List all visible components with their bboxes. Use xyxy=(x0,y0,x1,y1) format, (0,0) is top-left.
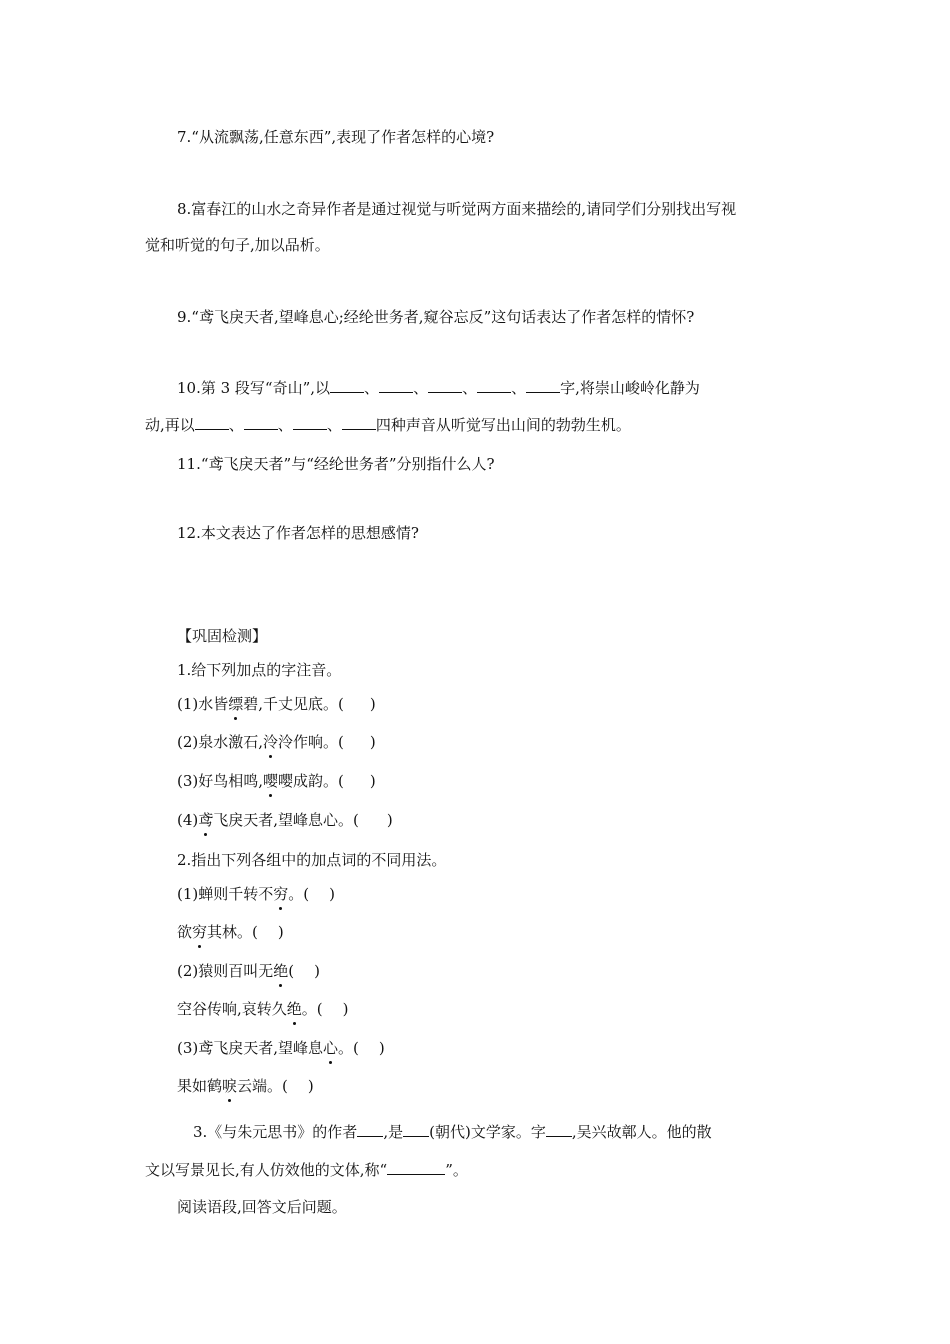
item-text: 泠作响。( xyxy=(278,733,344,751)
separator: 、 xyxy=(364,379,380,397)
item-text: 云端。( xyxy=(237,1077,288,1095)
blank[interactable] xyxy=(293,415,327,430)
item-text: 碧,千丈见底。( xyxy=(243,695,344,713)
item-text: 。( xyxy=(288,885,310,903)
close-paren: ) xyxy=(277,923,284,941)
separator: 、 xyxy=(462,379,478,397)
close-paren: ) xyxy=(307,1077,314,1095)
question-12: 12.本文表达了作者怎样的思想感情? xyxy=(177,524,419,542)
fill-text: 文以写景见长,有人仿效他的文体,称“ xyxy=(145,1161,388,1179)
blank[interactable] xyxy=(195,415,229,430)
q10-text-start: 10.第 3 段写“奇山”,以 xyxy=(177,379,331,397)
dotted-char: 泠 xyxy=(263,733,279,751)
pinyin-item-4 xyxy=(177,810,393,830)
question-10-line-2 xyxy=(145,415,631,435)
item-text: (1)蝉则千转不 xyxy=(177,885,274,903)
close-paren: ) xyxy=(329,885,335,903)
dotted-char: 穷 xyxy=(192,923,208,941)
separator: 、 xyxy=(413,379,429,397)
close-paren: ) xyxy=(386,811,393,829)
dotted-char: 嘤 xyxy=(263,772,279,790)
close-paren: ) xyxy=(314,962,320,980)
dotted-char: 穷 xyxy=(273,885,289,903)
fill-line-2 xyxy=(145,1160,468,1180)
item-text: (1)水皆 xyxy=(177,695,229,713)
pinyin-item-1 xyxy=(177,694,376,714)
item-text: 飞戾天者,望峰息心。( xyxy=(213,811,359,829)
item-text: (2)泉水激石, xyxy=(177,733,264,751)
blank[interactable] xyxy=(428,378,462,393)
blank[interactable] xyxy=(379,378,413,393)
question-8-line-1: 8.富春江的山水之奇异作者是通过视觉与听觉两方面来描绘的,请同学们分别找出写视 xyxy=(177,200,737,218)
item-text: 。( xyxy=(301,1000,323,1018)
usage-item-2a xyxy=(177,961,320,981)
dotted-char: 绝 xyxy=(286,1000,302,1018)
pinyin-item-2 xyxy=(177,732,376,752)
dotted-char: 鸢 xyxy=(198,811,214,829)
usage-item-1a xyxy=(177,884,335,904)
item-text: 其林。( xyxy=(207,923,258,941)
close-paren: ) xyxy=(369,695,376,713)
question-11: 11.“鸢飞戾天者”与“经纶世务者”分别指什么人? xyxy=(177,455,495,473)
blank[interactable] xyxy=(477,378,511,393)
usage-item-2b xyxy=(177,999,349,1019)
dotted-char: 缥 xyxy=(228,695,244,713)
blank-courtesy-name[interactable] xyxy=(546,1122,572,1137)
item-text: (3)鸢飞戾天者,望峰息 xyxy=(177,1039,324,1057)
item-text: 果如鹤 xyxy=(177,1077,223,1095)
item-text: (3)好鸟相鸣, xyxy=(177,772,264,790)
separator: 、 xyxy=(277,416,293,434)
close-paren: ) xyxy=(369,733,376,751)
blank-author[interactable] xyxy=(357,1122,383,1137)
question-10-line-1 xyxy=(177,378,700,398)
fill-text: ,吴兴故鄣人。他的散 xyxy=(571,1123,712,1141)
item-text: ( xyxy=(288,962,295,980)
question-9: 9.“鸢飞戾天者,望峰息心;经纶世务者,窥谷忘反”这句话表达了作者怎样的情怀? xyxy=(177,308,695,326)
section-title: 【巩固检测】 xyxy=(177,627,268,645)
fill-text: 3.《与朱元思书》的作者 xyxy=(193,1123,358,1141)
fill-text: ”。 xyxy=(445,1161,468,1179)
item-text: 。( xyxy=(338,1039,359,1057)
blank[interactable] xyxy=(330,378,364,393)
q10-text-end-2: 四种声音从听觉写出山间的勃勃生机。 xyxy=(375,416,631,434)
dotted-char: 唳 xyxy=(222,1077,238,1095)
q10-text-end: 字,将崇山峻岭化静为 xyxy=(560,379,700,397)
usage-heading: 2.指出下列各组中的加点词的不同用法。 xyxy=(177,851,447,869)
separator: 、 xyxy=(228,416,244,434)
question-7: 7.“从流飘荡,任意东西”,表现了作者怎样的心境? xyxy=(177,128,495,146)
item-text: 空谷传响,哀转久 xyxy=(177,1000,287,1018)
pinyin-heading: 1.给下列加点的字注音。 xyxy=(177,661,342,679)
fill-text: (朝代)文学家。字 xyxy=(429,1123,546,1141)
item-text: 嘤成韵。( xyxy=(278,772,344,790)
close-paren: ) xyxy=(378,1039,385,1057)
fill-text: ,是 xyxy=(383,1123,404,1141)
item-text: (2)猿则百叫无 xyxy=(177,962,274,980)
q10-text-start-2: 动,再以 xyxy=(145,416,195,434)
item-text: 欲 xyxy=(177,923,193,941)
close-paren: ) xyxy=(342,1000,349,1018)
blank-dynasty[interactable] xyxy=(403,1122,429,1137)
blank[interactable] xyxy=(526,378,560,393)
blank[interactable] xyxy=(244,415,278,430)
item-text: (4) xyxy=(177,811,199,829)
close-paren: ) xyxy=(369,772,376,790)
question-8-line-2: 觉和听觉的句子,加以品析。 xyxy=(145,236,330,254)
fill-line-1 xyxy=(193,1122,712,1142)
pinyin-item-3 xyxy=(177,771,376,791)
dotted-char: 心 xyxy=(323,1039,339,1057)
usage-item-3b xyxy=(177,1076,314,1096)
separator: 、 xyxy=(326,416,342,434)
usage-item-3a xyxy=(177,1038,385,1058)
separator: 、 xyxy=(511,379,527,397)
reading-instruction: 阅读语段,回答文后问题。 xyxy=(177,1198,347,1216)
blank[interactable] xyxy=(342,415,376,430)
blank-style-name[interactable] xyxy=(387,1160,445,1175)
usage-item-1b xyxy=(177,922,284,942)
dotted-char: 绝 xyxy=(273,962,289,980)
